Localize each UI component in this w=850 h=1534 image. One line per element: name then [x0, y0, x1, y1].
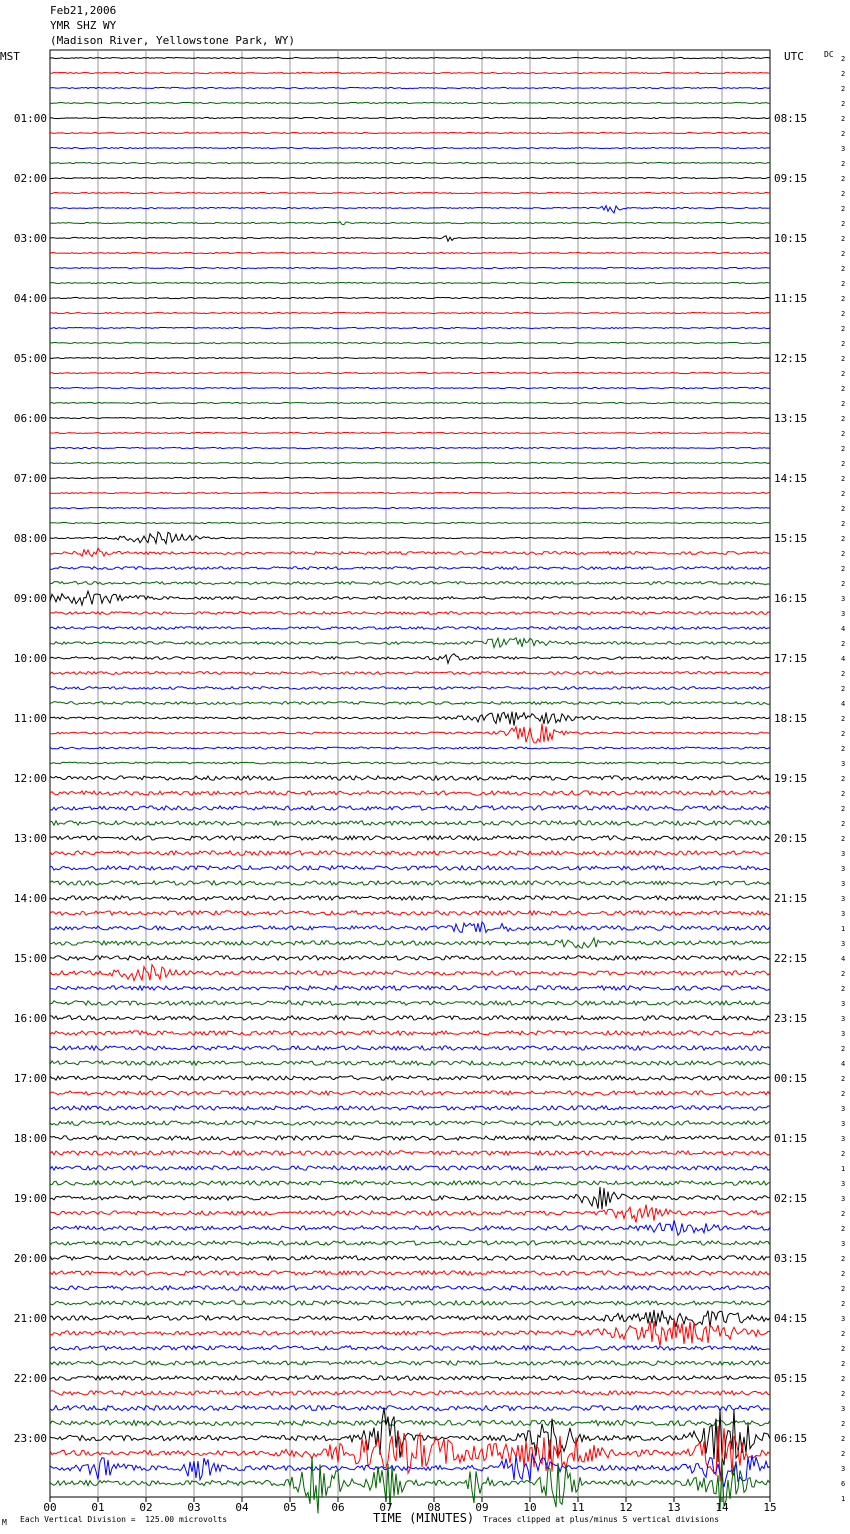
left-time-label: 23:00 [13, 1432, 47, 1445]
left-time-label: 15:00 [13, 952, 47, 965]
dc-offset-label: 2 [841, 85, 846, 93]
minute-grid [50, 50, 770, 1497]
trace-line [50, 206, 770, 213]
dc-offset-label: 2 [841, 1420, 846, 1428]
axis-labels [14, 55, 845, 1514]
left-time-label: 16:00 [13, 1012, 47, 1025]
left-time-label: 06:00 [13, 412, 47, 425]
x-tick-label: 04 [235, 1501, 249, 1514]
dc-offset-label: 2 [841, 820, 846, 828]
dc-offset-label: 3 [841, 610, 846, 618]
x-tick-label: 06 [331, 1501, 345, 1514]
dc-offset-label: 3 [841, 760, 846, 768]
x-tick-label: 03 [187, 1501, 201, 1514]
trace-line [50, 1405, 770, 1410]
dc-offset-label: 3 [841, 895, 846, 903]
x-tick-label: 02 [139, 1501, 153, 1514]
trace-line [50, 654, 770, 664]
trace-line [50, 477, 770, 478]
dc-offset-label: 2 [841, 430, 846, 438]
dc-offset-label: 2 [841, 385, 846, 393]
right-time-label: 04:15 [774, 1312, 808, 1325]
dc-offset-label: 2 [841, 1270, 846, 1278]
trace-line [50, 1001, 770, 1005]
trace-line [50, 582, 770, 585]
left-time-label: 03:00 [13, 232, 47, 245]
trace-line [50, 372, 770, 373]
scale-note: Each Vertical Division = 125.00 microvolts [20, 1515, 228, 1524]
left-timezone-label: MST [0, 50, 20, 63]
x-tick-label: 05 [283, 1501, 297, 1514]
trace-line [50, 87, 770, 88]
left-time-label: 21:00 [13, 1312, 47, 1325]
dc-offset-label: 3 [841, 1105, 846, 1113]
dc-offset-label: 2 [841, 205, 846, 213]
trace-line [50, 1256, 770, 1260]
left-time-label: 10:00 [13, 652, 47, 665]
x-tick-label: 09 [475, 1501, 489, 1514]
clip-note: Traces clipped at plus/minus 5 vertical divisions [483, 1515, 720, 1524]
x-tick-label: 14 [715, 1501, 729, 1514]
trace-line [50, 222, 770, 225]
trace-line [50, 1454, 770, 1488]
dc-offset-label: 2 [841, 790, 846, 798]
left-time-label: 11:00 [13, 712, 47, 725]
dc-offset-label: 2 [841, 415, 846, 423]
dc-offset-label: 3 [841, 1405, 846, 1413]
left-time-label: 14:00 [13, 892, 47, 905]
right-time-label: 05:15 [774, 1372, 808, 1385]
dc-offset-label: 2 [841, 580, 846, 588]
right-time-label: 18:15 [774, 712, 808, 725]
dc-offset-label: 2 [841, 1225, 846, 1233]
dc-offset-label: 3 [841, 1030, 846, 1038]
right-time-label: 17:15 [774, 652, 808, 665]
dc-offset-label: 2 [841, 475, 846, 483]
dc-offset-label: 6 [841, 1480, 846, 1488]
left-time-label: 08:00 [13, 532, 47, 545]
trace-line [50, 567, 770, 570]
left-time-label: 09:00 [13, 592, 47, 605]
left-time-label: 01:00 [13, 112, 47, 125]
x-tick-label: 13 [667, 1501, 681, 1514]
right-time-label: 09:15 [774, 172, 808, 185]
dc-offset-label: 2 [841, 445, 846, 453]
trace-line [50, 432, 770, 433]
dc-offset-label: 2 [841, 520, 846, 528]
trace-line [50, 417, 770, 418]
left-time-label: 04:00 [13, 292, 47, 305]
dc-offset-label: 2 [841, 1255, 846, 1263]
corner-mark: M [2, 1518, 7, 1527]
trace-line [50, 986, 770, 990]
left-time-label: 22:00 [13, 1372, 47, 1385]
dc-offset-label: 3 [841, 1015, 846, 1023]
trace-line [50, 132, 770, 133]
trace-line [50, 1136, 770, 1140]
trace-line [50, 1391, 770, 1395]
trace-line [50, 548, 770, 556]
trace-lines [50, 57, 770, 1513]
dc-offset-label: 2 [841, 550, 846, 558]
dc-offset-label: 3 [841, 1120, 846, 1128]
trace-line [50, 911, 770, 915]
trace-line [50, 117, 770, 118]
right-time-label: 21:15 [774, 892, 808, 905]
station-location: (Madison River, Yellowstone Park, WY) [50, 34, 296, 47]
dc-offset-label: 2 [841, 805, 846, 813]
dc-offset-label: 2 [841, 235, 846, 243]
trace-line [50, 72, 770, 73]
trace-line [50, 762, 770, 764]
dc-offset-label: 3 [841, 595, 846, 603]
dc-offset-label: 2 [841, 1345, 846, 1353]
x-tick-label: 08 [427, 1501, 441, 1514]
station-code: YMR SHZ WY [50, 19, 117, 32]
dc-offset-label: 2 [841, 1390, 846, 1398]
dc-offset-label: 1 [841, 1165, 846, 1173]
right-time-label: 00:15 [774, 1072, 808, 1085]
trace-line [50, 1271, 770, 1275]
trace-line [50, 1091, 770, 1095]
left-time-label: 07:00 [13, 472, 47, 485]
x-tick-label: 01 [91, 1501, 105, 1514]
dc-offset-label: 2 [841, 505, 846, 513]
dc-offset-label: 2 [841, 340, 846, 348]
dc-offset-label: 2 [841, 1075, 846, 1083]
trace-line [50, 1346, 770, 1350]
right-time-label: 11:15 [774, 292, 808, 305]
x-axis-title: TIME (MINUTES) [373, 1511, 475, 1525]
dc-offset-label: 3 [841, 850, 846, 858]
dc-offset-label: 2 [841, 1150, 846, 1158]
trace-line [50, 297, 770, 298]
dc-offset-label: 2 [841, 1375, 846, 1383]
dc-offset-label: 1 [841, 925, 846, 933]
trace-line [50, 1205, 770, 1223]
trace-line [50, 1241, 770, 1245]
dc-offset-label: 2 [841, 250, 846, 258]
dc-offset-label: 2 [841, 1300, 846, 1308]
trace-line [50, 312, 770, 313]
x-tick-label: 15 [763, 1501, 777, 1514]
dc-offset-label: 2 [841, 100, 846, 108]
right-time-label: 19:15 [774, 772, 808, 785]
trace-line [50, 252, 770, 253]
dc-offset-label: 2 [841, 1210, 846, 1218]
dc-offset-label: 2 [841, 55, 846, 63]
trace-line [50, 806, 770, 810]
trace-line [50, 791, 770, 795]
trace-line [50, 267, 770, 268]
trace-line [50, 776, 770, 780]
trace-line [50, 327, 770, 328]
trace-line [50, 57, 770, 58]
right-time-label: 14:15 [774, 472, 808, 485]
trace-line [50, 1376, 770, 1380]
dc-offset-label: 4 [841, 625, 846, 633]
right-time-label: 10:15 [774, 232, 808, 245]
right-time-label: 01:15 [774, 1132, 808, 1145]
trace-line [50, 357, 770, 358]
dc-offset-label: 2 [841, 460, 846, 468]
dc-offset-label: 2 [841, 745, 846, 753]
left-time-label: 18:00 [13, 1132, 47, 1145]
trace-line [50, 836, 770, 840]
dc-offset-label: 2 [841, 310, 846, 318]
trace-line [50, 1420, 770, 1425]
dc-offset-label: 2 [841, 1450, 846, 1458]
trace-line [50, 1061, 770, 1065]
trace-line [50, 147, 770, 148]
dc-offset-label: 2 [841, 1090, 846, 1098]
trace-line [50, 522, 770, 523]
trace-line [50, 1031, 770, 1035]
dc-offset-label: 1 [841, 1495, 846, 1503]
dc-offset-label: 2 [841, 490, 846, 498]
right-timezone-label: UTC [784, 50, 804, 63]
dc-offset-label: 2 [841, 115, 846, 123]
dc-offset-label: 3 [841, 865, 846, 873]
trace-line [50, 177, 770, 178]
trace-line [50, 1166, 770, 1170]
left-time-label: 17:00 [13, 1072, 47, 1085]
dc-offset-label: 2 [841, 130, 846, 138]
dc-offset-label: 3 [841, 1465, 846, 1473]
dc-offset-label: 4 [841, 655, 846, 663]
dc-offset-label: 2 [841, 685, 846, 693]
trace-line [50, 507, 770, 508]
trace-line [50, 965, 770, 981]
trace-line [50, 881, 770, 885]
trace-line [50, 747, 770, 749]
x-tick-label: 07 [379, 1501, 393, 1514]
trace-line [50, 1220, 770, 1235]
left-time-label: 02:00 [13, 172, 47, 185]
dc-offset-label: 4 [841, 955, 846, 963]
dc-offset-label: 3 [841, 1315, 846, 1323]
right-time-label: 15:15 [774, 532, 808, 545]
trace-line [50, 851, 770, 855]
right-time-label: 23:15 [774, 1012, 808, 1025]
dc-offset-label: 2 [841, 175, 846, 183]
trace-line [50, 402, 770, 403]
dc-offset-label: 2 [841, 1285, 846, 1293]
trace-line [50, 1361, 770, 1365]
dc-offset-label: 2 [841, 295, 846, 303]
right-time-label: 13:15 [774, 412, 808, 425]
trace-line [50, 1301, 770, 1305]
right-time-label: 12:15 [774, 352, 808, 365]
dc-label: DC [824, 50, 834, 59]
trace-line [50, 1310, 770, 1328]
trace-line [50, 1286, 770, 1290]
trace-line [50, 162, 770, 163]
trace-line [50, 1121, 770, 1125]
trace-line [50, 532, 770, 544]
x-tick-label: 10 [523, 1501, 537, 1514]
dc-offset-label: 2 [841, 835, 846, 843]
dc-offset-label: 4 [841, 1060, 846, 1068]
trace-line [50, 1016, 770, 1020]
trace-line [50, 612, 770, 615]
trace-line [50, 821, 770, 825]
x-tick-label: 12 [619, 1501, 633, 1514]
dc-offset-label: 2 [841, 160, 846, 168]
left-time-label: 20:00 [13, 1252, 47, 1265]
trace-line [50, 447, 770, 448]
dc-offset-label: 3 [841, 145, 846, 153]
trace-line [50, 627, 770, 630]
x-tick-label: 11 [571, 1501, 585, 1514]
trace-line [50, 102, 770, 103]
plot-frame [50, 50, 770, 1497]
trace-line [50, 1187, 770, 1210]
right-time-label: 08:15 [774, 112, 808, 125]
trace-line [50, 896, 770, 900]
left-time-label: 19:00 [13, 1192, 47, 1205]
trace-line [50, 462, 770, 463]
trace-line [50, 591, 770, 605]
trace-line [50, 712, 770, 726]
trace-line [50, 282, 770, 283]
dc-offset-label: 2 [841, 325, 846, 333]
right-time-label: 02:15 [774, 1192, 808, 1205]
trace-line [50, 342, 770, 343]
dc-offset-label: 3 [841, 1135, 846, 1143]
trace-line [50, 192, 770, 193]
trace-line [50, 492, 770, 493]
right-time-label: 16:15 [774, 592, 808, 605]
dc-offset-label: 2 [841, 970, 846, 978]
plot-date: Feb21,2006 [50, 4, 117, 17]
left-time-label: 05:00 [13, 352, 47, 365]
x-tick-label: 00 [43, 1501, 57, 1514]
dc-offset-label: 2 [841, 265, 846, 273]
trace-line [50, 1319, 770, 1346]
dc-offset-label: 3 [841, 1195, 846, 1203]
dc-offset-label: 2 [841, 1435, 846, 1443]
trace-line [50, 1151, 770, 1155]
trace-line [50, 1408, 770, 1465]
dc-offset-label: 2 [841, 715, 846, 723]
trace-line [50, 938, 770, 948]
dc-offset-label: 2 [841, 985, 846, 993]
dc-offset-label: 3 [841, 1240, 846, 1248]
dc-offset-label: 3 [841, 1000, 846, 1008]
trace-line [50, 922, 770, 933]
dc-offset-label: 2 [841, 1330, 846, 1338]
dc-offset-label: 3 [841, 1180, 846, 1188]
left-time-label: 13:00 [13, 832, 47, 845]
dc-offset-label: 2 [841, 775, 846, 783]
dc-offset-label: 2 [841, 190, 846, 198]
dc-offset-label: 2 [841, 535, 846, 543]
dc-offset-label: 2 [841, 730, 846, 738]
trace-line [50, 1076, 770, 1080]
dc-offset-label: 2 [841, 640, 846, 648]
trace-line [50, 672, 770, 675]
dc-offset-label: 2 [841, 670, 846, 678]
dc-offset-label: 2 [841, 565, 846, 573]
dc-offset-label: 2 [841, 1360, 846, 1368]
right-time-label: 06:15 [774, 1432, 808, 1445]
trace-line [50, 702, 770, 705]
dc-offset-label: 4 [841, 700, 846, 708]
dc-offset-label: 2 [841, 370, 846, 378]
trace-line [50, 1181, 770, 1185]
trace-line [50, 236, 770, 242]
dc-offset-label: 2 [841, 220, 846, 228]
left-time-label: 12:00 [13, 772, 47, 785]
dc-offset-label: 3 [841, 880, 846, 888]
dc-offset-label: 2 [841, 280, 846, 288]
dc-offset-label: 2 [841, 70, 846, 78]
trace-line [50, 638, 770, 648]
dc-offset-label: 2 [841, 1045, 846, 1053]
trace-line [50, 724, 770, 743]
dc-offset-label: 2 [841, 400, 846, 408]
trace-line [50, 1106, 770, 1110]
right-time-label: 20:15 [774, 832, 808, 845]
trace-line [50, 387, 770, 388]
dc-offset-label: 3 [841, 910, 846, 918]
dc-offset-label: 2 [841, 355, 846, 363]
trace-line [50, 1046, 770, 1050]
trace-line [50, 687, 770, 690]
right-time-label: 03:15 [774, 1252, 808, 1265]
trace-line [50, 866, 770, 870]
right-time-label: 22:15 [774, 952, 808, 965]
trace-line [50, 956, 770, 960]
dc-offset-label: 3 [841, 940, 846, 948]
